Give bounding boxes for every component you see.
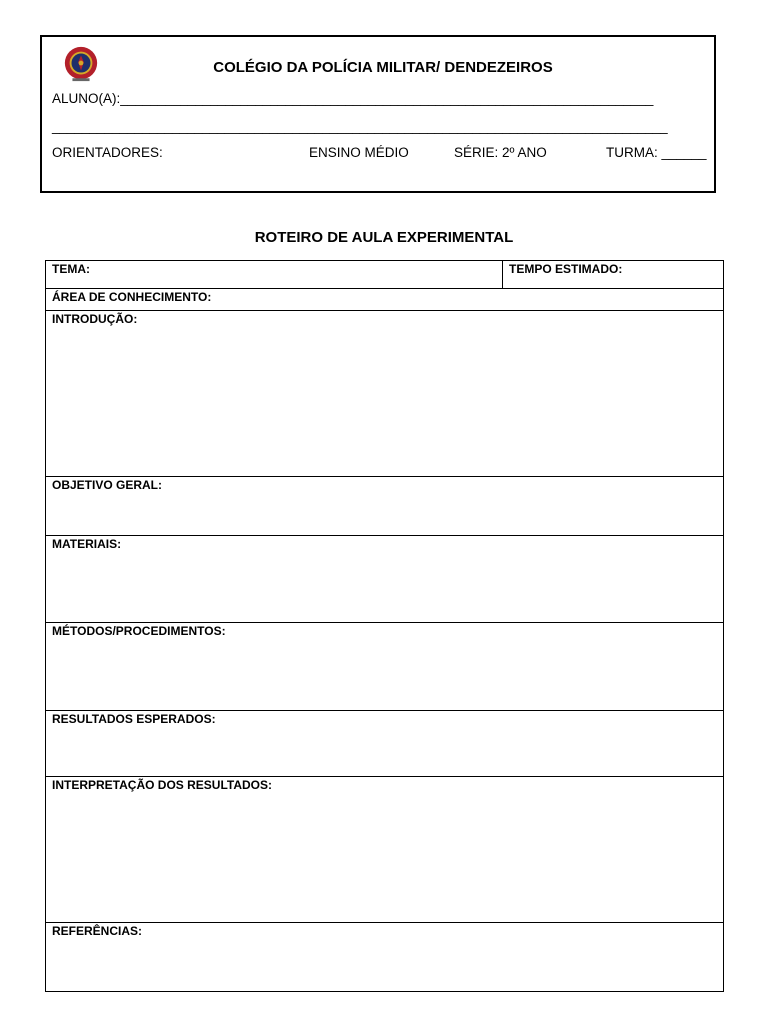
experiment-form-table [45, 260, 724, 992]
tempo-estimado-field[interactable]: TEMPO ESTIMADO: [503, 261, 724, 289]
metodos-field[interactable]: MÉTODOS/PROCEDIMENTOS: [46, 623, 724, 711]
turma-field[interactable]: TURMA: ______ [606, 145, 707, 160]
serie-label: SÉRIE: 2º ANO [454, 145, 547, 160]
materiais-field[interactable]: MATERIAIS: [46, 536, 724, 623]
introducao-field[interactable]: INTRODUÇÃO: [46, 311, 724, 477]
student-name-field[interactable]: ALUNO(A):_______________________________________________________________________ [52, 91, 654, 106]
objetivo-geral-field[interactable]: OBJETIVO GERAL: [46, 477, 724, 536]
document-title: ROTEIRO DE AULA EXPERIMENTAL [254, 229, 514, 246]
area-conhecimento-field[interactable]: ÁREA DE CONHECIMENTO: [46, 289, 724, 311]
ensino-label: ENSINO MÉDIO [309, 145, 409, 160]
tema-field[interactable]: TEMA: [46, 261, 503, 289]
resultados-esperados-field[interactable]: RESULTADOS ESPERADOS: [46, 711, 724, 777]
student-name-continuation-line[interactable]: __________________________________________________________________________________ [52, 119, 668, 134]
school-name: COLÉGIO DA POLÍCIA MILITAR/ DENDEZEIROS [213, 59, 553, 76]
referencias-field[interactable]: REFERÊNCIAS: [46, 923, 724, 992]
school-header [40, 35, 716, 193]
interpretacao-field[interactable]: INTERPRETAÇÃO DOS RESULTADOS: [46, 777, 724, 923]
orientadores-label: ORIENTADORES: [52, 145, 163, 160]
class-info-row [52, 145, 708, 165]
